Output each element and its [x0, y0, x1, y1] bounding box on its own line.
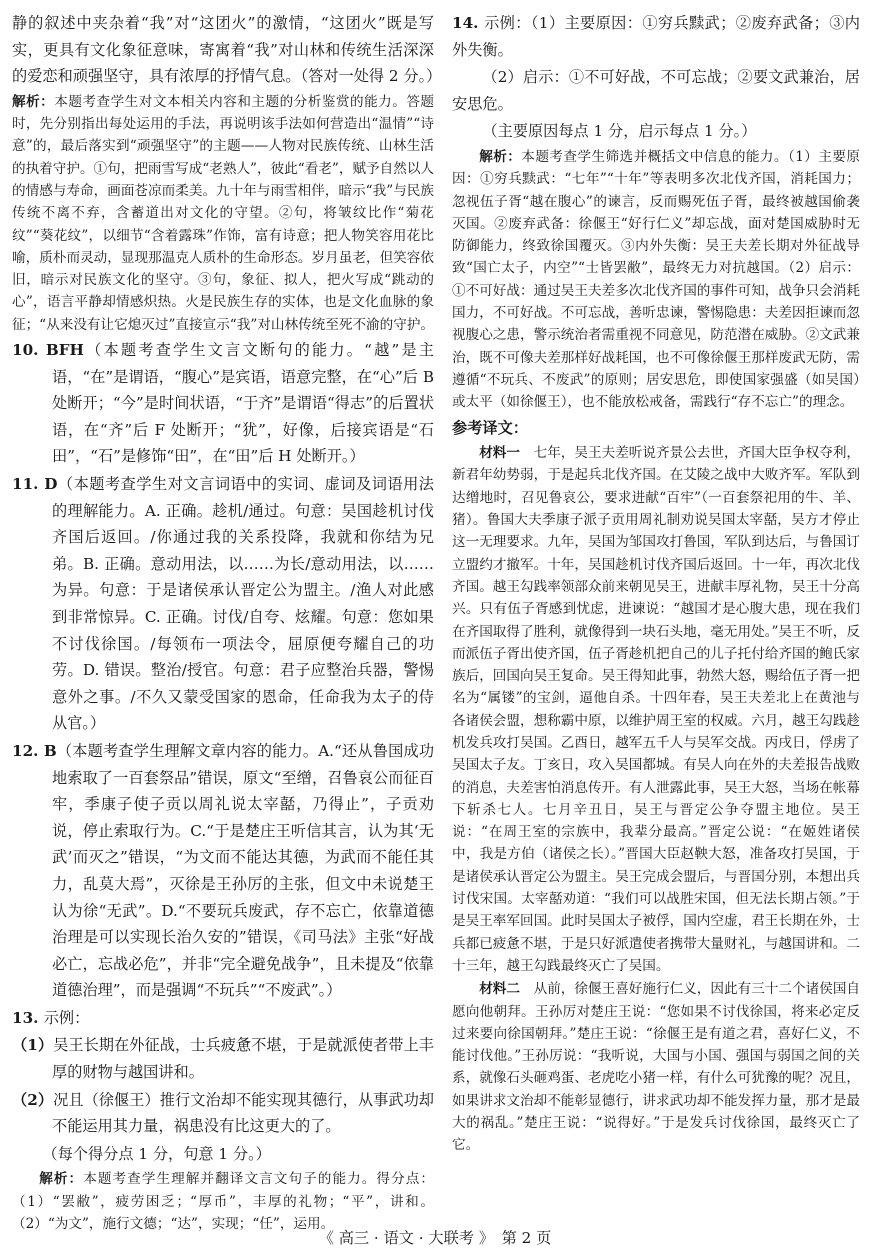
paragraph-label: 13. — [12, 1008, 44, 1027]
right-column — [452, 10, 860, 1158]
paragraph-label: 11. D — [12, 475, 58, 494]
paragraph-text: （本题考查学生理解文章内容的能力。A.“还从鲁国成功地索取了一百套祭品”错误，原文“至缯，召鲁哀公而征百牢，季康子使子贡以周礼说太宰嚭，乃得止”，子贡劝说，停止索取行为。C.“于是楚庄王听信其言，认为其‘无武’而灭之”错误，“为文而不能达其德，为武而不能任其力，乱莫大焉”，灭徐是王孙厉的主张，但文中未说楚王认为徐“无武”。D.“不要玩兵废武，存不忘亡，依靠道德治理是可以实现长治久安的”错误，《司马法》主张“好战必亡，忘战必危”，并非“完全避免战争”，且未提及“依靠道德治理”，而是强调“不玩兵”“不废武”。） — [52, 741, 435, 1000]
paragraph-label: 10. BFH — [12, 341, 84, 360]
paragraph-text: 从前，徐偃王喜好施行仁义，因此有三十二个诸侯国自愿向他朝拜。王孙厉对楚庄王说：“您如果不讨伐徐国，将来必定反过来要向徐国朝拜。”楚庄王说：“徐偃王是有道之君，喜好仁义，不能讨伐他。”王孙厉说：“我听说，大国与小国、强国与弱国之间的关系，就像石头砸鸡蛋、老虎吃小猪一样，有什么可犹豫的呢？况且，如果讲求文治却不能彰显德行，讲求武功却不能发挥力量，那才是最大的祸乱。”楚庄王说：“说得好。”于是发兵讨伐徐国，最终灭亡了它。 — [452, 981, 861, 1154]
paragraph-text: （本题考查学生文言文断句的能力。“越”是主语，“在”是谓语，“腹心”是宾语，语意完整，在“心”后 B 处断开；“今”是时间状语，“于齐”是谓语“得志”的后置状语，在“齐”后 F 处断开；“犹”，好像，后接宾语是“石田”，“石”是修饰“田”，在“田”后 H 处断开。） — [52, 341, 434, 466]
left-paragraph — [12, 738, 434, 1004]
right-paragraph — [452, 146, 860, 414]
left-paragraph — [12, 1141, 434, 1168]
paragraph-text: 况且（徐偃王）推行文治却不能实现其德行，从事武功却不能运用其力量，祸患没有比这更大的了。 — [52, 1090, 434, 1136]
paragraph-text: 本题考查学生筛选并概括文中信息的能力。（1）主要原因：①穷兵黩武：“七年”“十年”等表明多次北伐齐国，消耗国力；忽视伍子胥“越在腹心”的谏言，反而赐死伍子胥，最终被越国偷袭灭国。②废弃武备：徐偃王“好行仁义”却忘战，面对楚国威胁时无防御能力，终致徐国覆灭。③内外失衡：吴王夫差长期对外征战导致“国亡太子，内空”“士皆罢敝”，最终无力对抗越国。（2）启示：①不可好战：通过吴王夫差多次北伐齐国的事件可知，战争只会消耗国力，不可好战。不可忘战，善听忠谏，警惕隐患：夫差因拒谏而忽视腹心之患，警示统治者需重视不同意见，防范潜在威胁。②文武兼治，既不可像夫差那样好战耗国，也不可像徐偃王那样废武无防，需遵循“不玩兵、不废武”的原则；居安思危，即使国家强盛（如吴国）或太平（如徐偃王），也不能放松戒备，需践行“存不忘亡”的理念。 — [452, 148, 860, 411]
paragraph-text: （主要原因每点 1 分，启示每点 1 分。） — [482, 122, 757, 141]
left-paragraph — [12, 337, 434, 470]
paragraph-text: 七年，吴王夫差听说齐景公去世，齐国大臣争权夺利，新君年幼势弱，于是起兵北伐齐国。在艾陵之战中大败齐军。军队到达缯地时，召见鲁哀公，要求进献“百牢”（一百套祭祀用的牛、羊、猪）。鲁国大夫季康子派子贡用周礼制劝说吴国太宰嚭，吴方才停止这一无理要求。九年，吴国为邹国攻打鲁国，军队到达后，与鲁国订立盟约才撤军。十年，吴国趁机讨伐齐国后返回。十一年，再次北伐齐国。越王勾践率领部众前来朝见吴王，进献丰厚礼物，吴王十分高兴。只有伍子胥感到忧虑，进谏说：“越国才是心腹大患，现在我们在齐国取得了胜利，就像得到一块石头地，毫无用处。”吴王不听，反而派伍子胥出使齐国，伍子胥趁机把自己的儿子托付给齐国的鲍氏家族后，回国向吴王复命。吴王得知此事，勃然大怒，赐给伍子胥一把名为“属镂”的宝剑，逼他自杀。十四年春，吴王夫差北上在黄池与各诸侯会盟，想称霸中原，以维护周王室的权威。六月，越王勾践趁机发兵攻打吴国。乙酉日，越军五千人与吴军交战。丙戌日，俘虏了吴国太子友。丁亥日，攻入吴国都城。有吴人向在外的夫差报告战败的消息，夫差害怕消息传开。有人泄露此事，吴王大怒，当场在帐幕下斩杀七人。七月辛丑日，吴王与晋定公争夺盟主地位。吴王说：“在周王室的宗族中，我辈分最高。”晋定公说：“在姬姓诸侯中，我是方伯（诸侯之长）。”晋国大臣赵鞅大怒，准备攻打吴国，于是诸侯承认晋定公为盟主。吴王完成会盟后，与晋国分别，本想出兵讨伐宋国。太宰嚭劝道：“我们可以战胜宋国，但无法长期占领。”于是吴王率军回国。此时吴国太子被俘，国内空虚，君王长期在外，士兵都已疲惫不堪，于是只好派遣使者携带大量财礼，与越国讲和。二十三年，越王勾践最终灭亡了吴国。 — [452, 445, 861, 974]
paragraph-label: （2） — [12, 1090, 54, 1109]
paragraph-label: 参考译文： — [452, 418, 528, 437]
paragraph-label: （1） — [12, 1036, 54, 1055]
page-footer: 《 高三 · 语文 · 大联考 》 第 2 页 — [318, 1229, 552, 1247]
paragraph-text: 静的叙述中夹杂着“我”对“这团火”的激情，“这团火”既是写实，更具有文化象征意味，寄寓着“我”对山林和传统生活深深的爱恋和顽强坚守，具有浓厚的抒情气息。（答对一处得 2 分。） — [12, 14, 442, 86]
right-paragraph — [452, 10, 860, 63]
left-paragraph — [12, 1005, 434, 1032]
paragraph-text: 示例：（1）主要原因：①穷兵黩武；②废弃武备；③内外失衡。 — [452, 14, 860, 59]
right-paragraph — [452, 118, 860, 145]
left-column — [12, 10, 442, 1236]
paragraph-label: 14. — [452, 14, 485, 32]
paragraph-text: （本题考查学生对文言词语中的实词、虚词及词语用法的理解能力。A. 正确。趁机/通过。句意：吴国趁机讨伐齐国后返回。/你通过我的关系投降，我就和你结为兄弟。B. 正确。意动用法，以……为长/意动用法，以……为异。句意：于是诸侯承认晋定公为盟主。/渔人对此感到非常惊异。C. 正确。讨伐/自夸、炫耀。句意：您如果不讨伐徐国。/每领布一项法令，屈原便夸耀自己的功劳。D. 错误。整治/授官。句意：君子应整治兵器，警惕意外之事。/不久又蒙受国家的恩命，任命我为太子的侍从官。） — [52, 475, 434, 733]
paragraph-text: 示例： — [43, 1008, 90, 1027]
left-paragraph — [12, 91, 434, 336]
right-paragraph — [452, 978, 860, 1156]
left-paragraph — [12, 10, 442, 90]
right-paragraph — [452, 415, 860, 442]
paragraph-label: 解析： — [479, 148, 522, 165]
left-paragraph — [12, 1032, 434, 1085]
paragraph-text: 本题考查学生对文本相关内容和主题的分析鉴赏的能力。答题时，先分别指出每处运用的手法，再说明该手法如何营造出“温情”“诗意”的，最后落实到“顽强坚守”的主题——人物对民族传统、山林生活的执着守护。①句，把雨雪写成“老熟人”，彼此“看老”，赋予自然以人的情感与寿命，画面苍凉而柔美。九十年与雨雪相伴，暗示“我”与民族传统不离不弃，含蓄道出对文化的守望。②句，将皱纹比作“菊花纹”“葵花纹”，以细节“含着露珠”作饰，富有诗意；把人物笑容用花比喻，质朴而灵动，显现那温克人质朴的生命形态。岁月虽老，但笑容依旧，暗示对民族文化的坚守。③句，象征、拟人，把火写成“跳动的心”，语言平静却情感炽热。火是民族生存的实体，也是文化血脉的象征；“从来没有让它熄灭过”直接宣示“我”对山林传统至死不渝的守护。 — [12, 93, 435, 333]
left-paragraph — [12, 1087, 434, 1140]
paragraph-label: 12. B — [12, 741, 57, 760]
paragraph-text: 本题考查学生理解并翻译文言文句子的能力。得分点：（1）“罢敝”，疲劳困乏；“厚币”，丰厚的礼物；“平”，讲和。（2）“为文”，施行文德；“达”，实现；“任”，运用。 — [12, 1171, 435, 1233]
paragraph-label: 解析： — [12, 93, 55, 110]
paragraph-text: 吴王长期在外征战，士兵疲惫不堪，于是就派使者带上丰厚的财物与越国讲和。 — [52, 1036, 434, 1082]
left-paragraph — [12, 471, 434, 737]
paragraph-label: 材料二 — [479, 981, 520, 998]
right-paragraph — [452, 64, 860, 117]
paragraph-label: 材料一 — [479, 445, 520, 462]
paragraph-text: （每个得分点 1 分，句意 1 分。） — [42, 1144, 271, 1163]
paragraph-text: （2）启示：①不可好战，不可忘战；②要文武兼治，居安思危。 — [452, 68, 860, 113]
right-paragraph — [452, 442, 860, 977]
paragraph-label: 解析： — [39, 1171, 84, 1188]
